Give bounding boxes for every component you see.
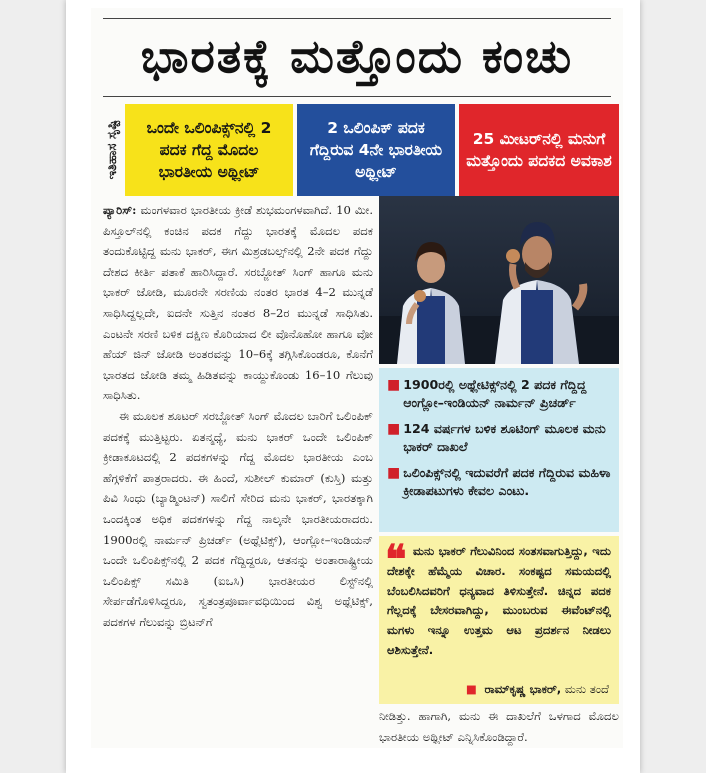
side-label bbox=[101, 104, 123, 196]
quote-box bbox=[379, 536, 619, 704]
side-label-text: ಇತಿಹಾಸ ಸೃಷ್ಟಿ bbox=[104, 120, 120, 180]
facts-list bbox=[379, 368, 619, 532]
article-continuation: ನೀಡಿತ್ತು. ಹಾಗಾಗಿ, ಮನು ಈ ದಾಖಲೆಗೆ ಒಳಗಾದ ಮೊದಲ ಭಾರತೀಯ ಅಥ್ಲೀಟ್ ಎನ್ನಿಸಿಕೊಂಡಿದ್ದಾರೆ. bbox=[379, 709, 619, 744]
bullet-icon: ■ bbox=[465, 682, 477, 696]
athletes-photo-illustration bbox=[379, 196, 619, 364]
fact-box-first-athlete bbox=[125, 104, 293, 196]
paragraph-text: ಮಂಗಳವಾರ ಭಾರತೀಯ ಕ್ರೀಡೆ ಶುಭಮಂಗಳವಾಗಿದೆ. 10 ಮೀ. ಪಿಸ್ತೂಲ್‌ನಲ್ಲಿ ಕಂಚಿನ ಪದಕ ಗೆದ್ದು ಭಾರತಕ್ಕೆ ಮೊದಲ ಪದಕ ತಂದುಕೊಟ್ಟಿದ್ದ ಮನು ಭಾಕರ್, ಈಗ ಮಿಶ್ರಡಬಲ್ಸ್‌ನಲ್ಲಿ 2ನೇ ಪದಕ ಗೆದ್ದು ದೇಶದ ಕೀರ್ತಿ ಪತಾಕೆ ಹಾರಿಸಿದ್ದಾರೆ. ಸರಬ್ಜೋತ್ ಸಿಂಗ್ ಹಾಗೂ ಮನು ಭಾಕರ್ ಜೋಡಿ, ಮೂರನೇ ಸರಣಿಯ ನಂತರ ಭಾರತ 4–2 ಮುನ್ನಡೆ ಸಾಧಿಸಿದ್ದಲ್ಲದೇ, ಐದನೇ ಸುತ್ತಿನ ನಂತರ 8–2ರ ಮುನ್ನಡೆ ಸಾಧಿಸಿತು. ಎಂಟನೇ ಸರಣಿ ಬಳಿಕ ದಕ್ಷಿಣ ಕೊರಿಯಾದ ಲೀ ವೊನೊಹೋ ಹಾಗೂ ವೋ ಹೆಯ್ ಜಿನ್ ಜೋಡಿ ಅಂತರವನ್ನು 10–6ಕ್ಕೆ ತಗ್ಗಿಸಿಕೊಂಡರೂ, ಕೊನೆಗೆ ಭಾರತದ ಜೋಡಿ ತಮ್ಮ ಹಿಡಿತವನ್ನು ಕಾಯ್ದುಕೊಂಡು 16–10 ಗೆಲುವು ಸಾಧಿಸಿತು. bbox=[103, 203, 373, 403]
headline: ಭಾರತಕ್ಕೆ ಮತ್ತೊಂದು ಕಂಚು bbox=[140, 29, 574, 83]
article-paragraph bbox=[103, 200, 373, 406]
newspaper-page bbox=[66, 0, 640, 773]
bullet-icon: ■ bbox=[387, 421, 401, 437]
list-item bbox=[387, 376, 611, 412]
list-item-text: 1900ರಲ್ಲಿ ಅಥ್ಲೇಟಿಕ್ಸ್‌ನಲ್ಲಿ 2 ಪದಕ ಗೆದ್ದಿದ್ದ ಆಂಗ್ಲೋ–ಇಂಡಿಯನ್ ನಾರ್ಮನ್ ಪ್ರಿಚರ್ಡ್ bbox=[403, 377, 587, 410]
list-item bbox=[387, 420, 611, 456]
fact-box-text: ಒಂದೇ ಒಲಿಂಪಿಕ್ಸ್‌ನಲ್ಲಿ 2 ಪದಕ ಗೆದ್ದ ಮೊದಲ ಭಾರತೀಯ ಅಥ್ಲೀಟ್ bbox=[146, 119, 272, 181]
bullet-icon: ■ bbox=[387, 465, 401, 481]
headline-rule bbox=[103, 96, 611, 97]
news-clipping bbox=[91, 8, 623, 748]
article-body bbox=[103, 200, 373, 730]
quote-text: ಮನು ಭಾಕರ್ ಗೆಲುವಿನಿಂದ ಸಂತಸವಾಗುತ್ತಿದ್ದು, ಇದು ದೇಶಕ್ಕೇ ಹೆಮ್ಮೆಯ ವಿಚಾರ. ಸಂಕಷ್ಟದ ಸಮಯದಲ್ಲಿ ಬೆಂಬಲಿಸಿದವರಿಗೆ ಧನ್ಯವಾದ ತಿಳಿಸುತ್ತೇನೆ. ಚಿನ್ನದ ಪದಕ ಗೆಲ್ಲದಕ್ಕೆ ಬೇಸರವಾಗಿದ್ದು, ಮುಂಬರುವ ಈವೆಂಟ್‌ನಲ್ಲಿ ಮಗಳು ಇನ್ನೂ ಉತ್ತಮ ಆಟ ಪ್ರದರ್ಶನ ನೀಡಲು ಆಶಿಸುತ್ತೇನೆ. bbox=[387, 544, 611, 657]
fact-box-25m-chance bbox=[459, 104, 619, 196]
quote-author-role: ಮನು ತಂದೆ bbox=[564, 682, 609, 696]
list-item bbox=[387, 464, 611, 500]
article-paragraph: ಈ ಮೂಲಕ ಶೂಟರ್ ಸರಬ್ಜೋತ್ ಸಿಂಗ್ ಮೊದಲ ಬಾರಿಗೆ ಒಲಿಂಪಿಕ್ ಪದಕಕ್ಕೆ ಮುತ್ತಿಟ್ಟರು. ಏತನ್ಮಧ್ಯೆ, ಮನು ಭಾಕರ್ ಒಂದೇ ಒಲಿಂಪಿಕ್ ಕ್ರೀಡಾಕೂಟದಲ್ಲಿ 2 ಪದಕಗಳನ್ನು ಗೆದ್ದ ಮೊದಲ ಭಾರತೀಯ ಎಂಬ ಹೆಗ್ಗಳಿಕೆಗೆ ಪಾತ್ರರಾದರು. ಈ ಹಿಂದೆ, ಸುಶೀಲ್ ಕುಮಾರ್ (ಕುಸ್ತಿ) ಮತ್ತು ಪಿವಿ ಸಿಂಧು (ಬ್ಯಾಡ್ಮಿಂಟನ್) ಸಾಲಿಗೆ ಸೇರಿದ ಮನು ಭಾಕರ್, ಭಾರತಕ್ಕಾಗಿ ಒಂದಕ್ಕಿಂತ ಅಧಿಕ ಪದಕಗಳನ್ನು ಗೆದ್ದ ನಾಲ್ಕನೇ ಭಾರತೀಯರಾದರು. 1900ರಲ್ಲಿ ನಾರ್ಮನ್ ಪ್ರಿಚರ್ಡ್ (ಅಥ್ಲೆಟಿಕ್ಸ್), ಆಂಗ್ಲೋ–ಇಂಡಿಯನ್ ಒಂದೇ ಒಲಿಂಪಿಕ್ಸ್‌ನಲ್ಲಿ 2 ಪದಕ ಗೆದ್ದಿದ್ದರೂ, ಆತನನ್ನು ಅಂತಾರಾಷ್ಟ್ರೀಯ ಒಲಿಂಪಿಕ್ಸ್ ಸಮಿತಿ (ಐಒಸಿ) ಭಾರತೀಯರ ಲಿಸ್ಟ್‌ನಲ್ಲಿ ಸೇರ್ಪಡೆಗೊಳಿಸಿದ್ದರೂ, ಸ್ವತಂತ್ರಪೂರ್ವಾವಧಿಯಿಂದ ವಿಶ್ವ ಅಥ್ಲೆಟಿಕ್ಸ್, ಪದಕಗಳ ಗೆಲುವನ್ನು ಬ್ರಿಟನ್‌ಗೆ bbox=[103, 408, 373, 629]
quote-mark-icon: ❝ bbox=[385, 536, 407, 583]
bullet-icon: ■ bbox=[387, 377, 401, 393]
quote-author: ರಾಮ್‌ಕೃಷ್ಣ ಭಾಕರ್, bbox=[484, 682, 562, 696]
list-item-text: 124 ವರ್ಷಗಳ ಬಳಿಕ ಶೂಟಿಂಗ್ ಮೂಲಕ ಮನು ಭಾಕರ್ ದಾಖಲೆ bbox=[403, 421, 606, 454]
fact-box-fourth-athlete bbox=[297, 104, 455, 196]
fact-box-text: 25 ಮೀಟರ್‌ನಲ್ಲಿ ಮನುಗೆ ಮತ್ತೊಂದು ಪದಕದ ಅವಕಾಶ bbox=[466, 130, 612, 170]
dateline: ಪ್ಯಾರಿಸ್: bbox=[103, 203, 137, 217]
list-item-text: ಒಲಿಂಪಿಕ್ಸ್‌ನಲ್ಲಿ ಇದುವರೆಗೆ ಪದಕ ಗೆದ್ದಿರುವ ಮಹಿಳಾ ಕ್ರೀಡಾಪಟುಗಳು ಕೇವಲ ಎಂಟು. bbox=[403, 465, 611, 498]
athletes-photo bbox=[379, 196, 619, 364]
top-rule bbox=[103, 18, 611, 19]
quote-source bbox=[466, 680, 609, 698]
fact-box-text: 2 ಒಲಿಂಪಿಕ್ ಪದಕ ಗೆದ್ದಿರುವ 4ನೇ ಭಾರತೀಯ ಅಥ್ಲೀಟ್ bbox=[309, 119, 443, 181]
